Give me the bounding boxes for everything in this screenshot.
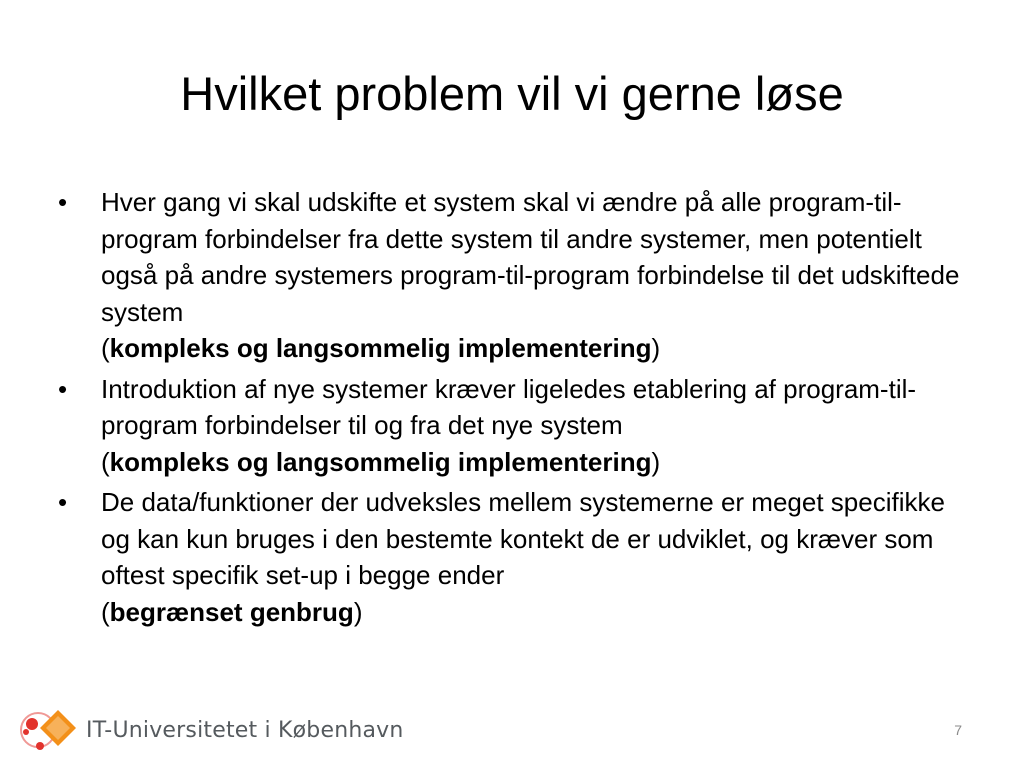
bullet-body: Introduktion af nye systemer kræver ligeledes etablering af program-til-program forbindelser til og fra det nye system bbox=[101, 373, 917, 440]
bullet-text bbox=[101, 187, 959, 363]
bullet-close-paren: ) bbox=[651, 446, 661, 477]
bullet-icon: • bbox=[58, 187, 68, 217]
footer-logo bbox=[18, 702, 404, 758]
slide-title: Hvilket problem vil vi gerne løse bbox=[180, 67, 844, 120]
bullet-close-paren: ) bbox=[353, 596, 363, 627]
bullet-open-paren: ( bbox=[101, 333, 110, 363]
bullet-bold-conclusion: kompleks og langsommelig implementering bbox=[109, 333, 652, 363]
bullet-open-paren: ( bbox=[101, 596, 110, 627]
bullet-icon: • bbox=[58, 373, 68, 404]
bullet-list bbox=[58, 184, 973, 634]
bullet-bold-conclusion: begrænset genbrug bbox=[109, 596, 354, 627]
bullet-item bbox=[58, 371, 973, 481]
itu-logo-icon bbox=[18, 702, 84, 758]
bullet-item bbox=[58, 484, 973, 630]
bullet-body: Hver gang vi skal udskifte et system skal vi ændre på alle program-til-program forbindelser fra dette system til andre systemer, men potentielt også på andre systemers program-til-program forbindelse til det udskiftede system bbox=[101, 187, 960, 327]
bullet-open-paren: ( bbox=[101, 446, 110, 477]
bullet-text bbox=[101, 374, 916, 477]
logo-text: IT-Universitetet i København bbox=[86, 717, 404, 743]
bullet-bold-conclusion: kompleks og langsommelig implementering bbox=[109, 446, 652, 477]
bullet-body: De data/funktioner der udveksles mellem systemerne er meget specifikke og kan kun bruges i den bestemte kontekt de er udviklet, og kræver som oftest specifik set-up i begge ender bbox=[101, 487, 945, 590]
bullet-text bbox=[101, 487, 945, 627]
page-number: 7 bbox=[954, 722, 962, 738]
bullet-icon: • bbox=[58, 487, 68, 517]
bullet-close-paren: ) bbox=[651, 333, 661, 363]
bullet-item bbox=[58, 184, 973, 367]
